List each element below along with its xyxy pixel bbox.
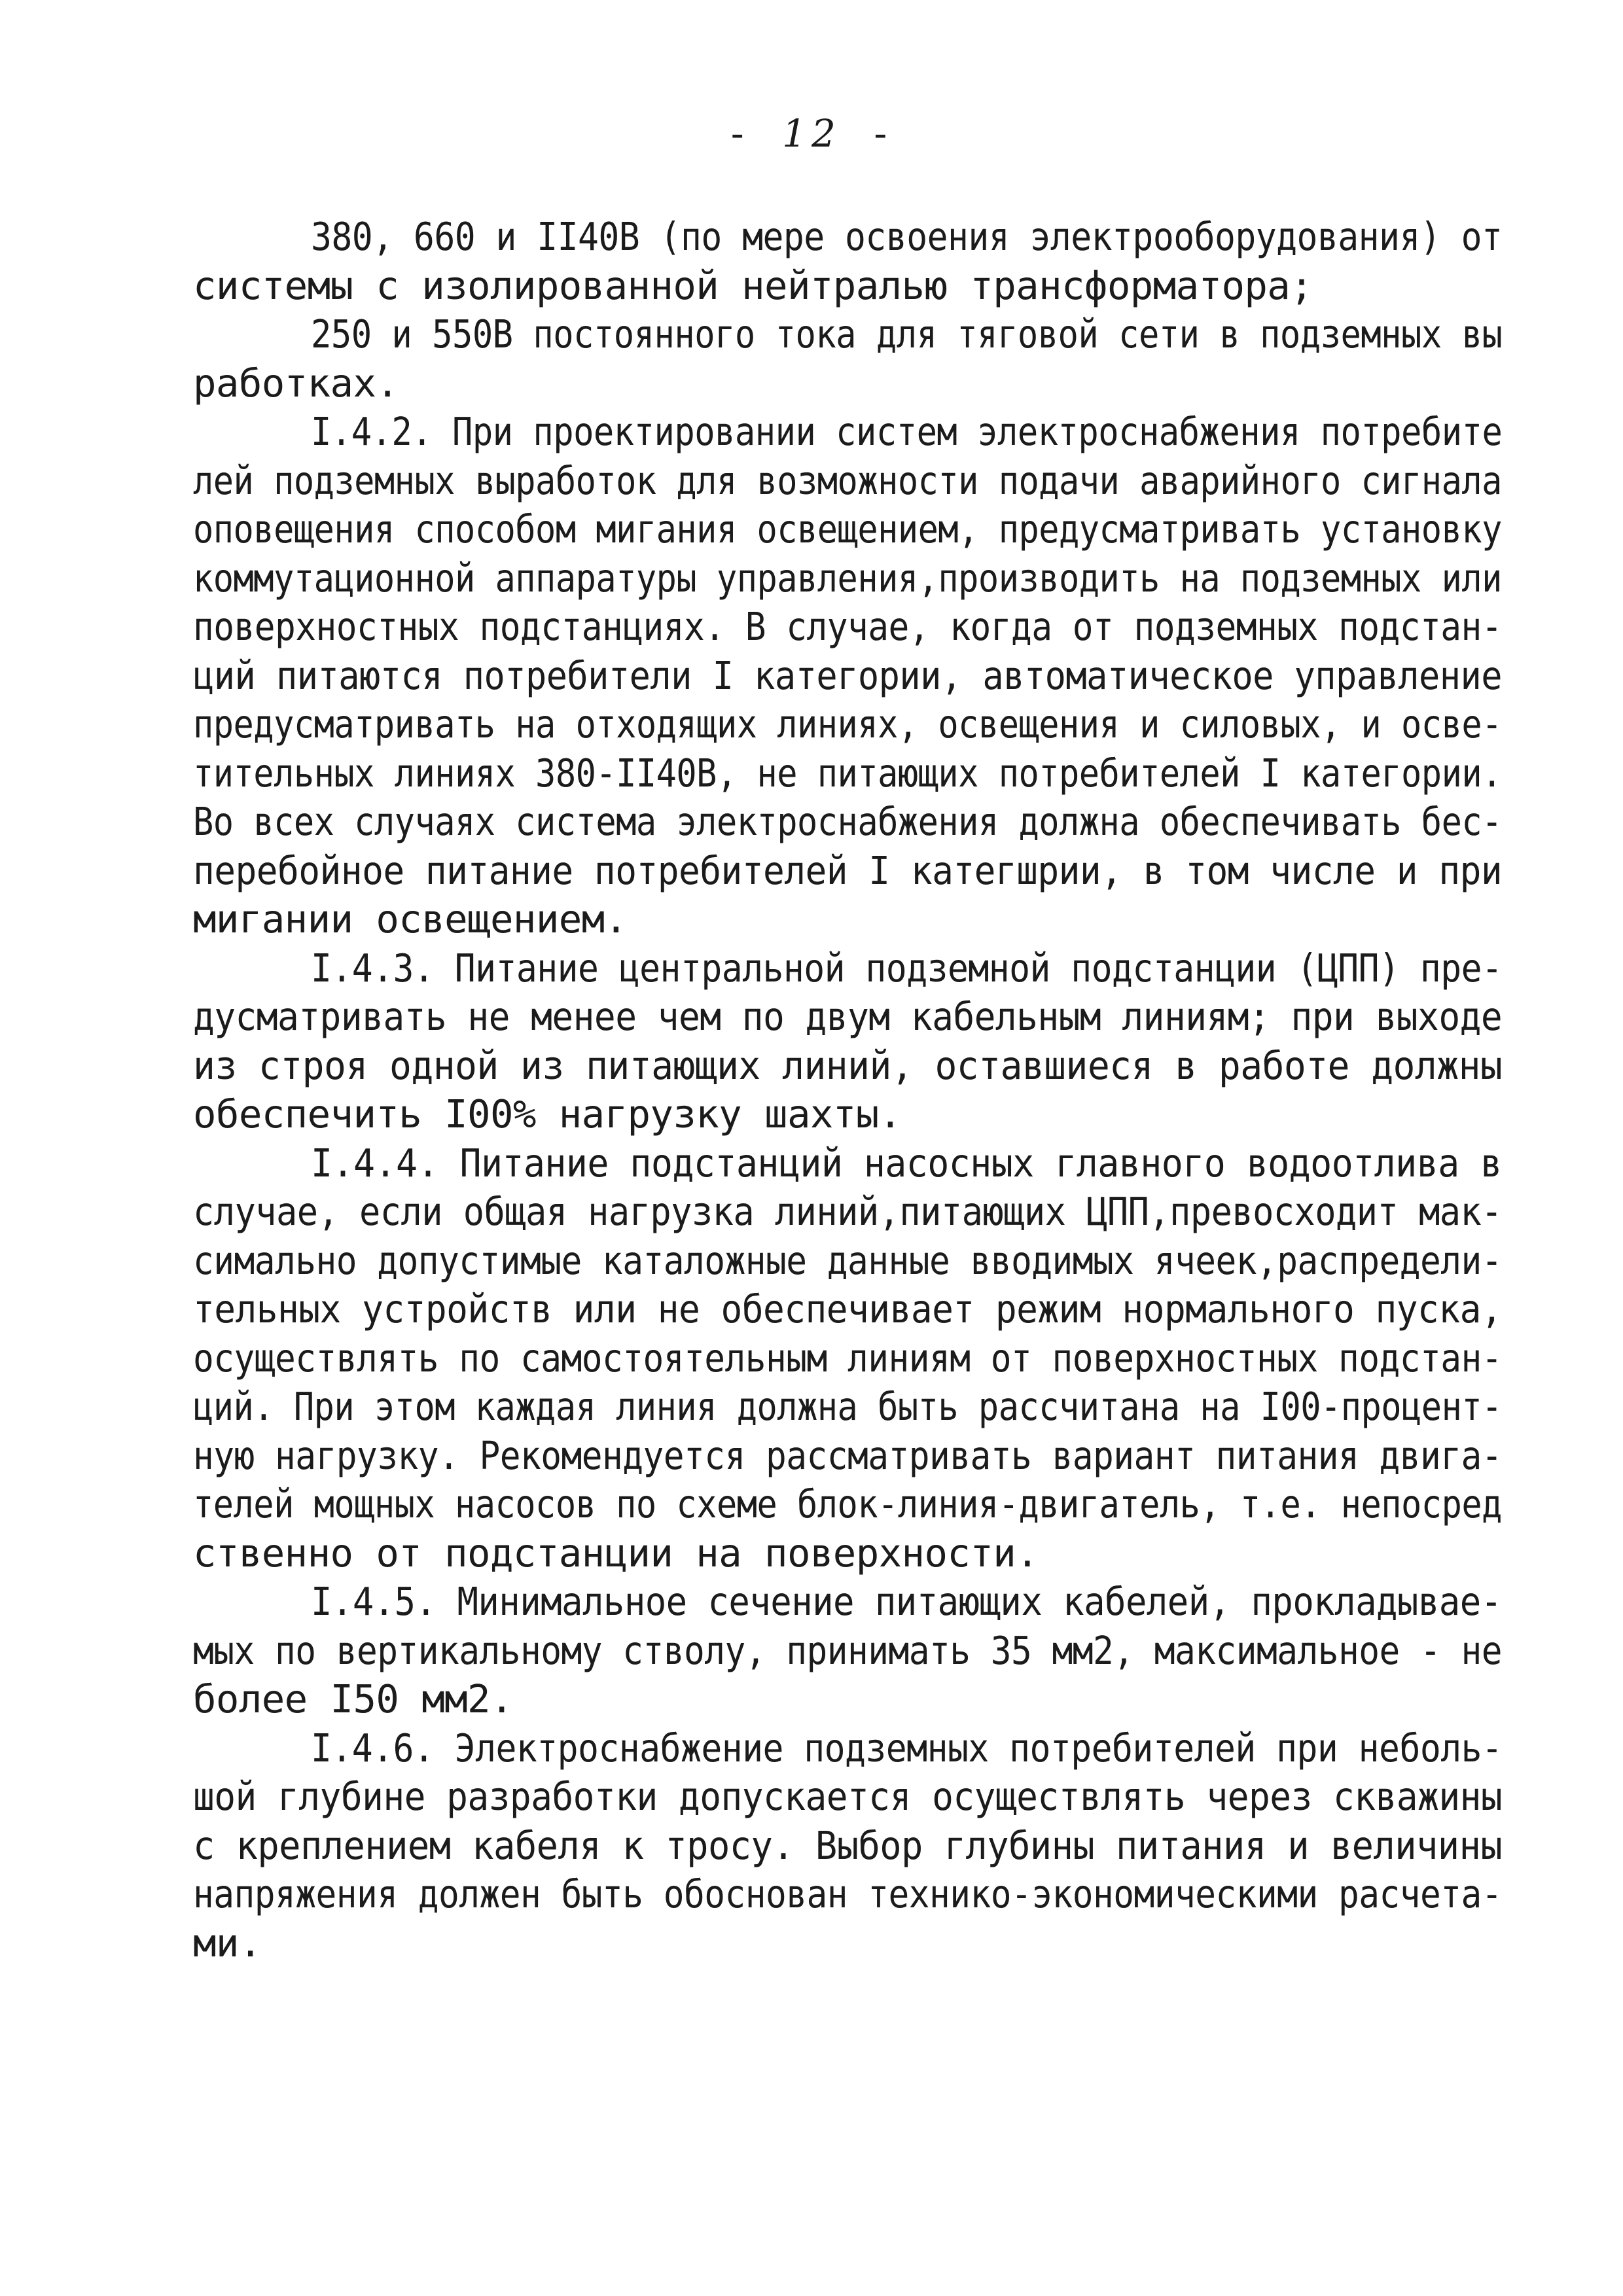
text-line-content: телей мощных насосов по схеме блок-линия-двигатель, т.е. непосред — [193, 1481, 1502, 1527]
text-line — [193, 1285, 1502, 1334]
text-line — [193, 457, 1502, 506]
text-line-content: поверхностных подстанциях. В случае, когда от подземных подстан- — [193, 604, 1502, 649]
text-line — [193, 1822, 1502, 1871]
text-line-content: ций. При этом каждая линия должна быть рассчитана на I00-процент- — [193, 1384, 1502, 1429]
text-line — [193, 700, 1502, 749]
page-number-value: 12 — [782, 111, 841, 156]
text-line — [193, 1870, 1502, 1919]
text-line-content: лей подземных выработок для возможности подачи аварийного сигнала — [193, 457, 1502, 503]
page-number-dash-left: - — [726, 111, 755, 156]
text-line — [193, 213, 1502, 262]
text-line — [193, 993, 1502, 1042]
text-line-content: перебойное питание потребителей I категшрии, в том числе и при — [193, 847, 1503, 893]
text-line: обеспечить I00% нагрузку шахты. — [193, 1091, 902, 1137]
text-line-content: мых по вертикальному стволу, принимать 35 мм2, максимальное - не — [193, 1627, 1502, 1673]
text-line — [193, 847, 1502, 896]
text-line — [193, 1383, 1502, 1432]
text-line — [193, 1480, 1502, 1529]
text-line-content: коммутационной аппаратуры управления,производить на подземных или — [193, 555, 1502, 601]
text-line — [193, 1627, 1502, 1676]
document-body — [193, 213, 1502, 1968]
text-line-content: ную нагрузку. Рекомендуется рассматривать вариант питания двига- — [193, 1432, 1502, 1478]
text-line-content: тительных линиях 380-II40В, не питающих потребителей I категории. — [193, 750, 1502, 796]
text-line-content: 250 и 550В постоянного тока для тяговой сети в подземных вы — [311, 311, 1503, 357]
text-line — [193, 1578, 1502, 1627]
page-number-dash-right: - — [868, 111, 897, 156]
text-line — [193, 1139, 1502, 1188]
text-line-content: ций питаются потребители I категории, автоматическое управление — [193, 652, 1503, 698]
text-line: более I50 мм2. — [193, 1676, 513, 1722]
text-line-content: Во всех случаях система электроснабжения должна обеспечивать бес- — [193, 799, 1502, 844]
text-line — [193, 1237, 1502, 1286]
text-line — [193, 554, 1502, 603]
text-line: системы с изолированной нейтралью трансформатора; — [193, 262, 1313, 308]
text-line-content: шой глубине разработки допускается осуществлять через скважины — [193, 1774, 1503, 1819]
text-line-content: оповещения способом мигания освещением, предусматривать установку — [193, 506, 1502, 552]
text-line — [193, 310, 1502, 359]
text-line-content: дусматривать не менее чем по двум кабельным линиям; при выходе — [193, 994, 1503, 1039]
text-line — [193, 1042, 1502, 1091]
text-line-content: симально допустимые каталожные данные вводимых ячеек,распредели- — [193, 1237, 1502, 1283]
text-line: ми. — [193, 1920, 262, 1966]
text-line-content: I.4.2. При проектировании систем электроснабжения потребите — [311, 409, 1503, 454]
text-line-content: I.4.5. Минимальное сечение питающих кабелей, прокладывае- — [311, 1579, 1502, 1624]
text-line: мигании освещением. — [193, 896, 628, 942]
text-line: ственно от подстанции на поверхности. — [193, 1530, 1039, 1576]
text-line: работках. — [193, 360, 399, 406]
page-number — [0, 111, 1623, 156]
text-line — [193, 749, 1502, 798]
text-line-content: предусматривать на отходящих линиях, освещения и силовых, и осве- — [193, 701, 1502, 747]
text-line-content: из строя одной из питающих линий, оставшиеся в работе должны — [193, 1042, 1503, 1088]
text-line — [193, 408, 1502, 457]
text-line-content: тельных устройств или не обеспечивает режим нормального пуска, — [193, 1286, 1503, 1332]
text-line — [193, 944, 1502, 993]
text-line — [193, 505, 1502, 554]
text-line-content: I.4.3. Питание центральной подземной подстанции (ЦПП) пре- — [311, 945, 1503, 991]
text-line — [193, 1334, 1502, 1383]
text-line — [193, 1432, 1502, 1481]
text-line — [193, 798, 1502, 847]
text-line — [193, 1773, 1502, 1822]
text-line — [193, 603, 1502, 652]
text-line — [193, 1188, 1502, 1237]
text-line-content: 380, 660 и II40В (по мере освоения электрооборудования) от — [311, 214, 1503, 259]
text-line-content: I.4.4. Питание подстанций насосных главного водоотлива в — [311, 1140, 1502, 1186]
text-line — [193, 1724, 1502, 1773]
text-line-content: напряжения должен быть обоснован технико-экономическими расчета- — [193, 1871, 1502, 1916]
text-line-content: случае, если общая нагрузка линий,питающих ЦПП,превосходит мак- — [193, 1189, 1503, 1234]
text-line — [193, 652, 1502, 701]
text-line-content: осуществлять по самостоятельным линиям от поверхностных подстан- — [193, 1335, 1502, 1381]
text-line-content: с креплением кабеля к тросу. Выбор глубины питания и величины — [193, 1822, 1503, 1868]
text-line-content: I.4.6. Электроснабжение подземных потребителей при неболь- — [311, 1725, 1503, 1771]
